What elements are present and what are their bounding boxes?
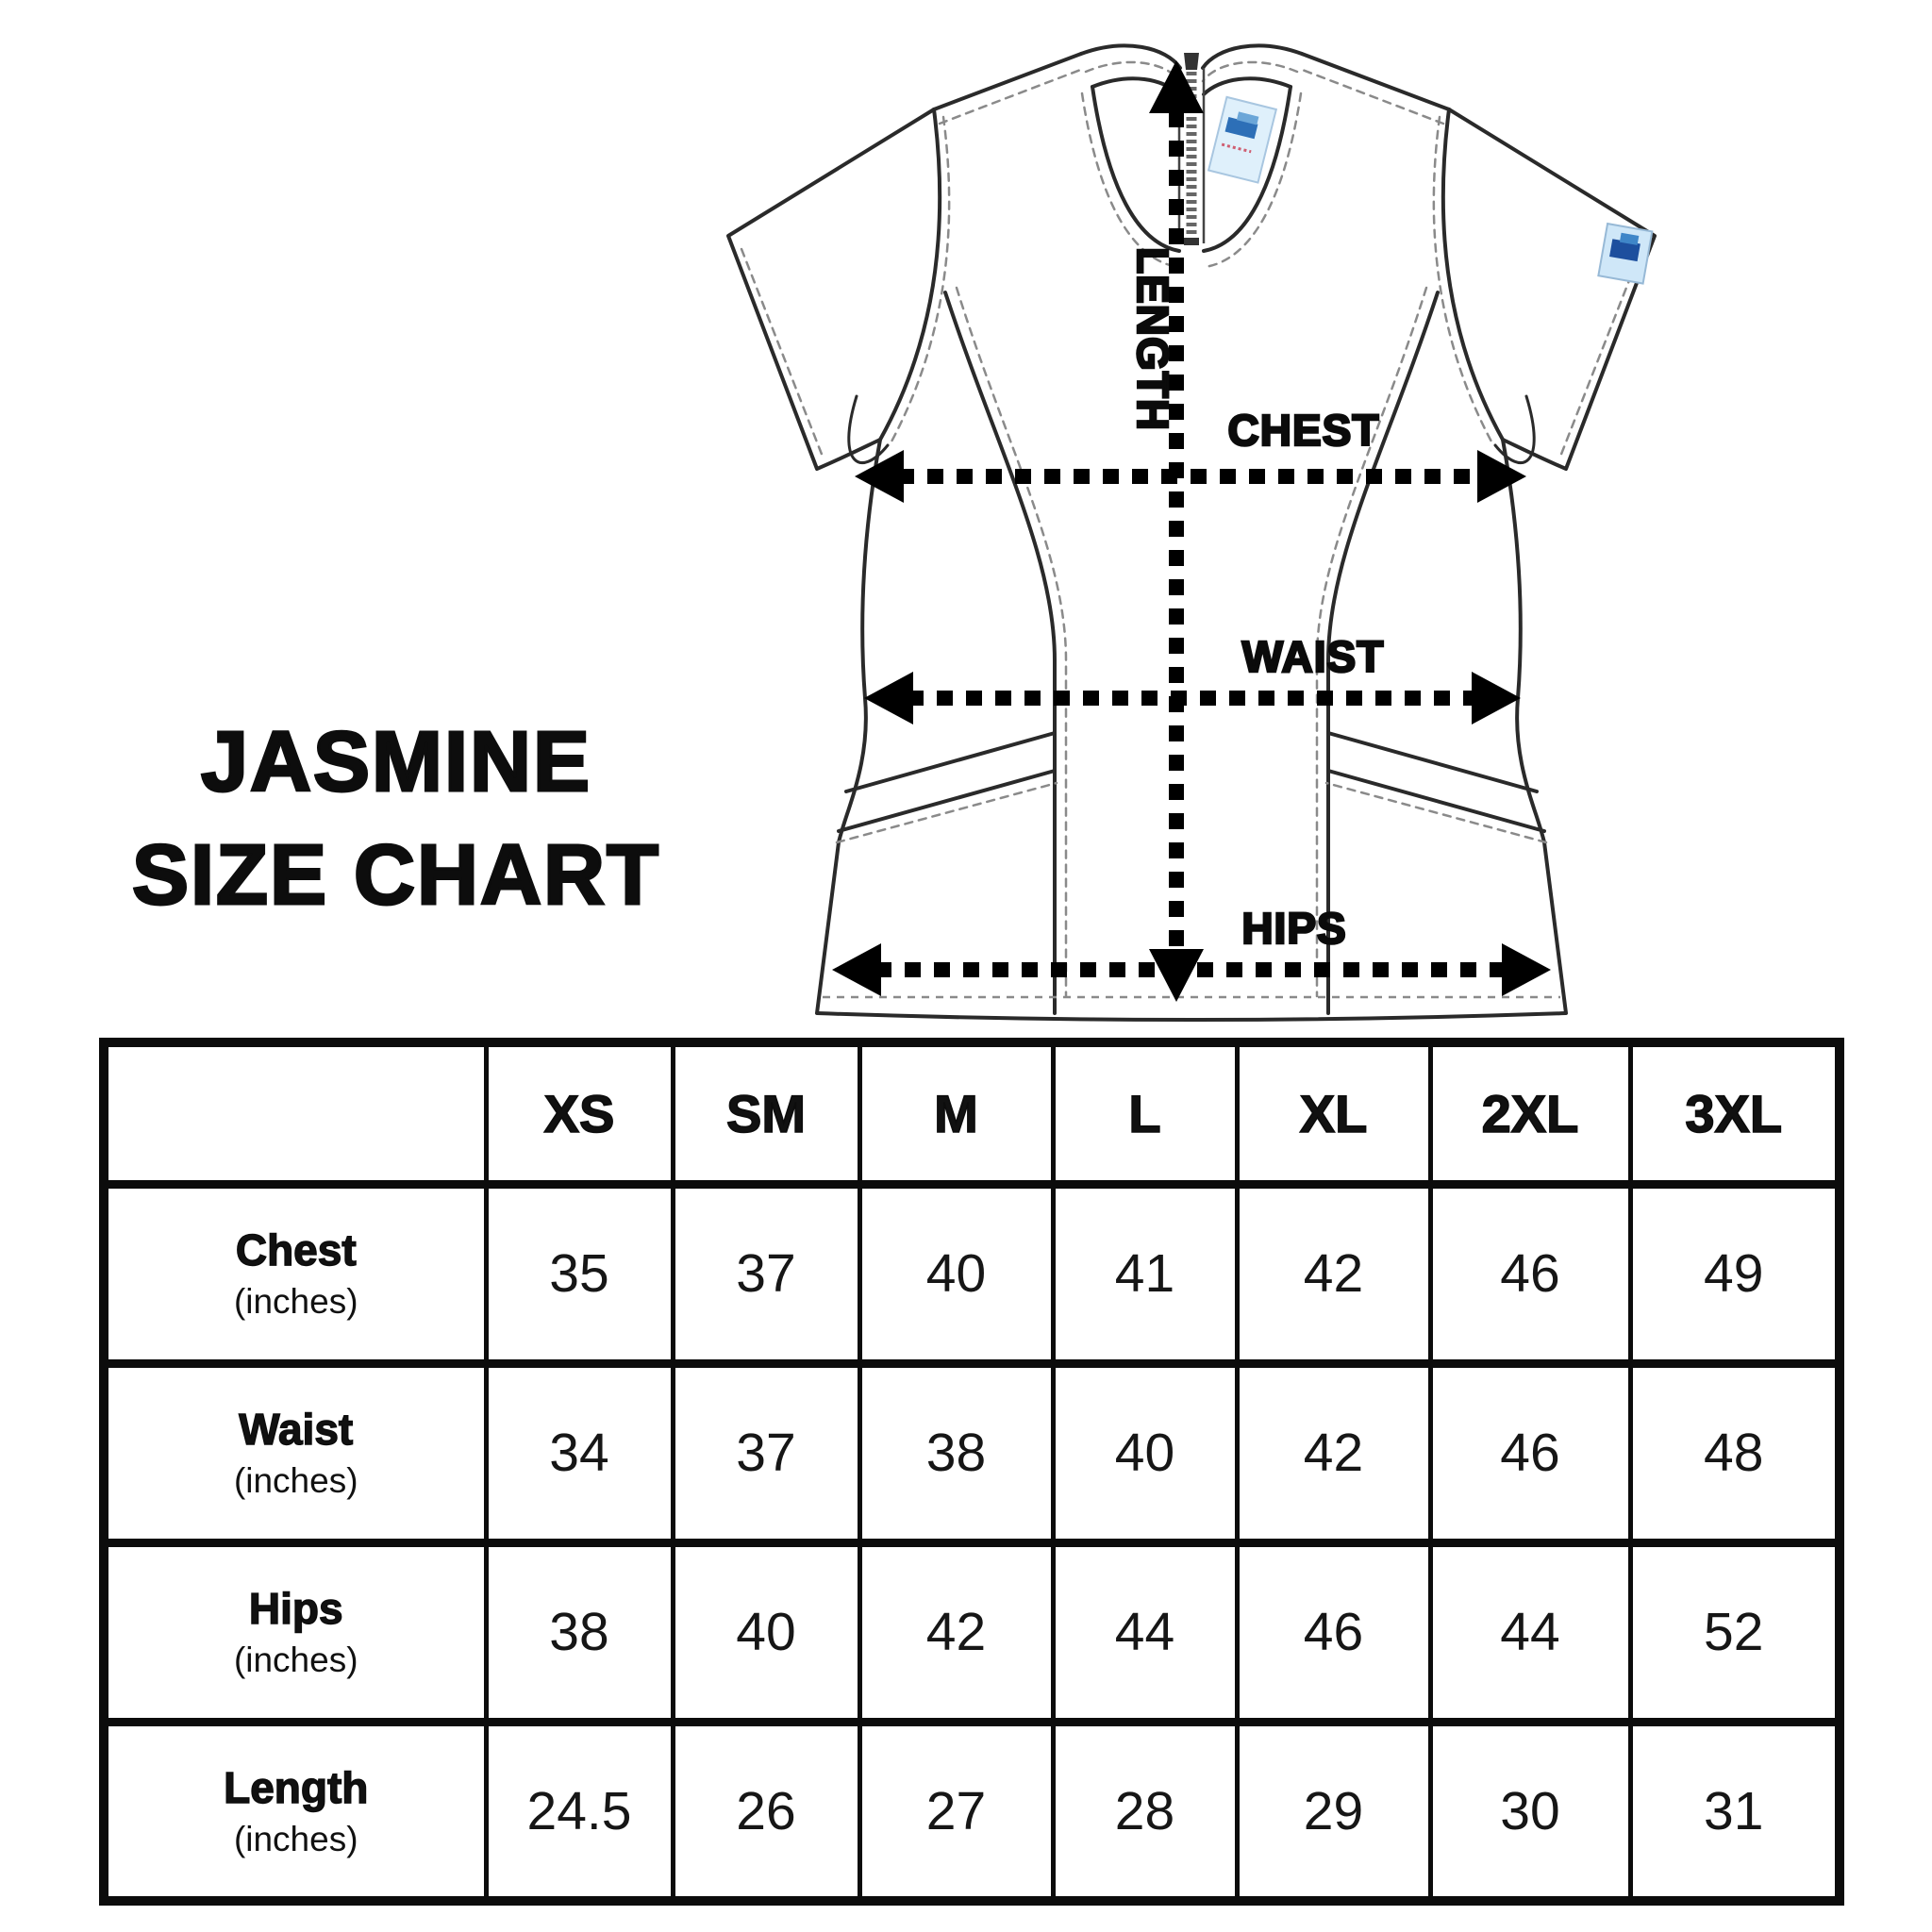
arrow-right-icon bbox=[1472, 672, 1521, 724]
row-unit: (inches) bbox=[233, 1819, 358, 1858]
row-header bbox=[104, 1363, 486, 1542]
arrow-left-icon bbox=[864, 672, 913, 724]
measurement-cell: 52 bbox=[1630, 1542, 1840, 1722]
measurement-cell: 41 bbox=[1053, 1184, 1237, 1363]
row-unit: (inches) bbox=[233, 1641, 358, 1679]
garment-left-half bbox=[728, 45, 1180, 1013]
measurement-cell: 34 bbox=[486, 1363, 673, 1542]
table-row-hips bbox=[104, 1542, 1840, 1722]
size-column-header: SM bbox=[673, 1042, 859, 1184]
measurement-cell: 46 bbox=[1237, 1542, 1430, 1722]
size-chart-table-container bbox=[99, 1038, 1835, 1902]
row-header bbox=[104, 1184, 486, 1363]
measurement-cell: 35 bbox=[486, 1184, 673, 1363]
size-column-header: L bbox=[1053, 1042, 1237, 1184]
row-header bbox=[104, 1542, 486, 1722]
size-column-header: 3XL bbox=[1630, 1042, 1840, 1184]
waist-label: WAIST bbox=[1241, 632, 1385, 681]
size-column-header: 2XL bbox=[1430, 1042, 1630, 1184]
table-header-row bbox=[104, 1042, 1840, 1184]
table-row-chest bbox=[104, 1184, 1840, 1363]
table-row-length bbox=[104, 1722, 1840, 1901]
zipper-pull-icon bbox=[1184, 53, 1199, 70]
measurement-cell: 42 bbox=[1237, 1363, 1430, 1542]
arrow-left-icon bbox=[832, 943, 881, 996]
measurement-cell: 49 bbox=[1630, 1184, 1840, 1363]
hips-label: HIPS bbox=[1241, 904, 1347, 953]
corner-cell bbox=[104, 1042, 486, 1184]
measurement-cell: 46 bbox=[1430, 1363, 1630, 1542]
measurement-cell: 37 bbox=[673, 1184, 859, 1363]
measurement-cell: 26 bbox=[673, 1722, 859, 1901]
measurement-cell: 27 bbox=[859, 1722, 1053, 1901]
garment-hem bbox=[817, 997, 1566, 1020]
measurement-cell: 29 bbox=[1237, 1722, 1430, 1901]
waist-measurement-arrow bbox=[864, 672, 1521, 724]
length-label: LENGTH bbox=[1128, 247, 1177, 432]
measurement-cell: 30 bbox=[1430, 1722, 1630, 1901]
measurement-cell: 42 bbox=[1237, 1184, 1430, 1363]
arrow-left-icon bbox=[855, 450, 904, 503]
measurement-cell: 40 bbox=[673, 1542, 859, 1722]
measurement-cell: 38 bbox=[486, 1542, 673, 1722]
row-label: Waist bbox=[239, 1405, 354, 1454]
row-label: Hips bbox=[248, 1584, 343, 1633]
measurement-cell: 38 bbox=[859, 1363, 1053, 1542]
row-header bbox=[104, 1722, 486, 1901]
measurement-cell: 48 bbox=[1630, 1363, 1840, 1542]
chest-label: CHEST bbox=[1227, 406, 1380, 455]
chest-measurement-arrow bbox=[855, 450, 1526, 503]
neck-tag bbox=[1208, 97, 1276, 183]
garment-right-half bbox=[1203, 45, 1655, 1013]
size-chart-table bbox=[99, 1038, 1844, 1906]
measurement-cell: 40 bbox=[859, 1184, 1053, 1363]
size-column-header: XL bbox=[1237, 1042, 1430, 1184]
row-label: Chest bbox=[235, 1225, 357, 1274]
arrow-right-icon bbox=[1477, 450, 1526, 503]
row-unit: (inches) bbox=[233, 1282, 358, 1321]
measurement-cell: 31 bbox=[1630, 1722, 1840, 1901]
arrow-right-icon bbox=[1502, 943, 1551, 996]
measurement-cell: 24.5 bbox=[486, 1722, 673, 1901]
page-title-line1: JASMINE bbox=[200, 715, 592, 809]
measurement-cell: 46 bbox=[1430, 1184, 1630, 1363]
row-label: Length bbox=[224, 1762, 369, 1812]
measurement-cell: 44 bbox=[1053, 1542, 1237, 1722]
measurement-cell: 42 bbox=[859, 1542, 1053, 1722]
measurement-cell: 40 bbox=[1053, 1363, 1237, 1542]
table-row-waist bbox=[104, 1363, 1840, 1542]
page-title-line2: SIZE CHART bbox=[132, 828, 660, 923]
sleeve-tag bbox=[1598, 224, 1652, 283]
measurement-cell: 37 bbox=[673, 1363, 859, 1542]
measurement-cell: 28 bbox=[1053, 1722, 1237, 1901]
size-column-header: XS bbox=[486, 1042, 673, 1184]
size-column-header: M bbox=[859, 1042, 1053, 1184]
measurement-cell: 44 bbox=[1430, 1542, 1630, 1722]
row-unit: (inches) bbox=[233, 1461, 358, 1500]
